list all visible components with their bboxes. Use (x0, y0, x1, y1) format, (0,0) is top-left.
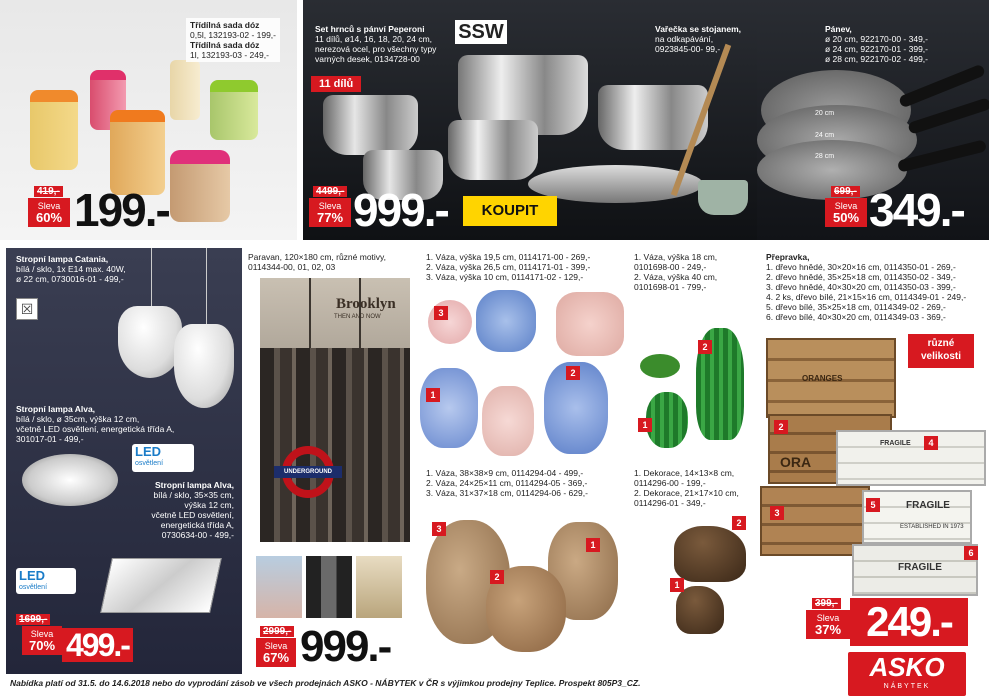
jars-old-price: 419,- (34, 186, 63, 197)
decor-line: 1. Dekorace, 14×13×8 cm, (634, 468, 735, 478)
screen-description (248, 252, 386, 272)
lamp3-desc-line: 0730634-00 - 499,- (161, 530, 234, 540)
pots-description (315, 24, 436, 64)
led-badge (132, 444, 194, 472)
jar-image (110, 110, 165, 195)
item-number: 5 (866, 498, 880, 512)
pan-sleva: Sleva (834, 201, 858, 211)
jar-image (170, 150, 230, 222)
jars-panel (0, 0, 297, 240)
elephant-image (674, 526, 746, 582)
screen-art-sub: THEN AND NOW (334, 314, 381, 320)
lamp1-title: Stropní lampa Catania, (16, 254, 109, 264)
decor-line: 0114296-01 - 349,- (634, 498, 706, 508)
lamps-old-price: 1699,- (16, 614, 50, 625)
item-number: 4 (924, 436, 938, 450)
sizes-badge-line: velikosti (920, 351, 962, 362)
crates-line: 4. 2 ks, dřevo bílé, 21×15×16 cm, 0114349-01 - 249,- (766, 292, 967, 302)
green-vase-image (646, 392, 688, 448)
item-number: 2 (698, 340, 712, 354)
crate-stamp: FRAGILE (898, 562, 942, 573)
screen-old-price: 2999,- (260, 626, 294, 637)
lamp3-description (132, 480, 234, 540)
pan-panel (757, 0, 989, 240)
pots-title: Set hrnců s pánví Peperoni (315, 24, 425, 34)
screen-desc-line: 0114344-00, 01, 02, 03 (248, 262, 336, 272)
pan-desc-line: ø 24 cm, 922170-01 - 399,- (825, 44, 929, 54)
asko-logo (848, 652, 966, 696)
pan-title: Pánev, (825, 24, 852, 34)
vases3-description (426, 468, 588, 498)
screen-variant-2 (306, 556, 352, 618)
logo-name: ASKO (869, 652, 945, 682)
vases2-line: 0101698-00 - 249,- (634, 262, 707, 272)
lamp2-description (16, 404, 174, 444)
vases1-line: 1. Váza, výška 19,5 cm, 0114171-00 - 269,- (426, 252, 591, 262)
lamp1-desc-line: ø 22 cm, 0730016-01 - 499,- (16, 274, 124, 284)
elephant-image (676, 586, 724, 634)
lamp3-desc-line: včetně LED osvětlení, (151, 510, 234, 520)
vases3-line: 3. Váza, 31×37×18 cm, 0114294-06 - 629,- (426, 488, 588, 498)
jars-discount-badge (28, 198, 70, 227)
screen-art-title: Brooklyn (336, 296, 396, 312)
screen-image (260, 278, 410, 542)
pots-panel (303, 0, 757, 240)
buy-button[interactable]: KOUPIT (463, 196, 557, 226)
vases1-description (426, 252, 590, 282)
crate-stamp: ORANGES (802, 374, 843, 383)
pots-sleva: Sleva (318, 201, 342, 211)
crates-discount-badge (806, 610, 850, 639)
crate-image (836, 430, 986, 486)
jar-image (30, 90, 78, 170)
jars-sleva: Sleva (37, 201, 61, 211)
item-number: 1 (638, 418, 652, 432)
vases1-line: 3. Váza, výška 10 cm, 0114171-02 - 129,- (426, 272, 584, 282)
led-sub: osvětlení (135, 460, 164, 467)
pots-desc-line: 11 dílů, ø14, 16, 18, 20, 24 cm, (315, 34, 433, 44)
vase-image (420, 368, 478, 448)
led-badge (16, 568, 76, 594)
crate-stamp: ORA (780, 454, 812, 470)
spoon-desc-line: 0923845-00- 99,- (655, 44, 721, 54)
pots-price: 999.- (353, 184, 448, 236)
lamp2-desc-line: 301017-01 - 499,- (16, 434, 84, 444)
vases2-line: 2. Váza, výška 40 cm, (634, 272, 718, 282)
jar-image (170, 60, 200, 120)
screen-variant-3 (356, 556, 402, 618)
jars-title2: Třídílná sada dóz (190, 40, 260, 50)
pan-handle (907, 97, 989, 135)
crate-stamp: FRAGILE (906, 500, 950, 511)
crate-stamp: FRAGILE (880, 440, 911, 447)
pan-size-label: 20 cm (815, 110, 835, 117)
lamps-sleva: Sleva (30, 629, 54, 639)
crates-line: 5. dřevo bílé, 35×25×18 cm, 0114349-02 - 269,- (766, 302, 946, 312)
vases3-line: 1. Váza, 38×38×9 cm, 0114294-04 - 499,- (426, 468, 584, 478)
item-number: 2 (490, 570, 504, 584)
pots-desc-line: nerezová ocel, pro všechny typy (315, 44, 437, 54)
lamp2-desc-line: bílá / sklo, ø 35cm, výška 12 cm, (16, 414, 140, 424)
screen-sleva: Sleva (264, 641, 288, 651)
pendant-lamp-image (174, 324, 234, 408)
item-number: 1 (586, 538, 600, 552)
item-number: 3 (434, 306, 448, 320)
vases3-line: 2. Váza, 24×25×11 cm, 0114294-05 - 369,- (426, 478, 588, 488)
lamp3-desc-line: energetická třída A, (160, 520, 234, 530)
spoon-title: Vařečka se stojanem, (655, 24, 742, 34)
crate-stamp: ESTABLISHED IN 1973 (900, 524, 964, 530)
underground-sign-bar: UNDERGROUND (274, 466, 342, 478)
round-lamp-image (22, 454, 118, 506)
screen-percent: 67% (262, 650, 290, 665)
lamp2-desc-line: včetně LED osvětlení, energetická třída A, (16, 424, 175, 434)
jar-image (210, 80, 258, 140)
pots-old-price: 4499,- (313, 186, 347, 197)
item-number: 1 (426, 388, 440, 402)
spoon-description (655, 24, 741, 54)
pieces-badge: 11 dílů (311, 76, 361, 92)
vases2-line: 1. Váza, výška 18 cm, (634, 252, 718, 262)
lamps-price: 499.- (66, 627, 129, 663)
jars-line2: 1l, 132193-03 - 249,- (190, 50, 269, 60)
lamps-panel (6, 248, 242, 674)
pan-size-label: 28 cm (815, 153, 835, 160)
crates-price: 249.- (866, 598, 952, 645)
pan-desc-line: ø 20 cm, 922170-00 - 349,- (825, 34, 929, 44)
vase-image (556, 292, 624, 356)
pan-size-label: 24 cm (815, 132, 835, 139)
screen-buildings (260, 348, 410, 542)
crates-line: 3. dřevo hnědé, 40×30×20 cm, 0114350-03 - 399,- (766, 282, 956, 292)
crates-percent: 37% (814, 622, 842, 637)
lamp3-desc-line: výška 12 cm, (184, 500, 234, 510)
lamps-discount-badge (22, 626, 62, 655)
lamp1-description (16, 254, 126, 284)
lamp1-desc-line: bílá / sklo, 1x E14 max. 40W, (16, 264, 126, 274)
item-number: 3 (432, 522, 446, 536)
vases2-description (634, 252, 717, 292)
led-label: LED (135, 444, 161, 459)
crates-sleva: Sleva (816, 613, 840, 623)
jars-line1: 0,5l, 132193-02 - 199,- (190, 30, 277, 40)
footer-text: Nabídka platí od 31.5. do 14.6.2018 nebo do vyprodání zásob ve všech prodejnách ASKO - NÁBYTEK v ČR s výjimkou prodejny Teplice. Prospekt 805P3_CZ. (10, 678, 641, 688)
crates-line: 2. dřevo hnědé, 35×25×18 cm, 0114350-02 - 349,- (766, 272, 956, 282)
pan-desc-line: ø 28 cm, 922170-02 - 499,- (825, 54, 929, 64)
lamp3-desc-line: bílá / sklo, 35×35 cm, (153, 490, 234, 500)
spoon-desc-line: na odkapávání, (655, 34, 714, 44)
pan-discount-badge (825, 198, 867, 227)
crates-description (766, 252, 966, 322)
jars-description (186, 18, 280, 62)
ssw-logo: SSW (455, 20, 507, 44)
lamps-percent: 70% (28, 638, 56, 653)
decor-line: 2. Dekorace, 21×17×10 cm, (634, 488, 739, 498)
crates-title: Přepravka, (766, 252, 810, 262)
crates-price-box (850, 598, 968, 646)
sizes-badge (908, 334, 974, 368)
vase-image (482, 386, 534, 456)
pan-price: 349.- (869, 184, 964, 236)
item-number: 3 (770, 506, 784, 520)
vases1-line: 2. Váza, výška 26,5 cm, 0114171-01 - 399,- (426, 262, 591, 272)
vase-image (476, 290, 536, 352)
pots-desc-line: varných desek, 0134728-00 (315, 54, 420, 64)
lamps-price-box (62, 628, 133, 662)
jars-price: 199.- (74, 184, 169, 236)
screen-variant-1 (256, 556, 302, 618)
crates-line: 1. dřevo hnědé, 30×20×16 cm, 0114350-01 - 269,- (766, 262, 956, 272)
pan-old-price: 699,- (831, 186, 860, 197)
screen-price: 999.- (300, 622, 391, 671)
square-lamp-image (100, 558, 222, 613)
pots-discount-badge (309, 198, 351, 227)
decor-description (634, 468, 739, 508)
pots-percent: 77% (316, 210, 344, 225)
led-label: LED (19, 568, 45, 583)
led-sub: osvětlení (19, 584, 48, 591)
item-number: 6 (964, 546, 978, 560)
pot-image (323, 95, 418, 155)
lamp3-title: Stropní lampa Alva, (154, 480, 234, 490)
spoon-stand-image (698, 180, 748, 215)
vases2-line: 0101698-01 - 799,- (634, 282, 707, 292)
logo-sub: NÁBYTEK (883, 683, 931, 690)
pendant-lamp-image (118, 306, 182, 378)
screen-discount-badge (256, 638, 296, 667)
plant-image (640, 354, 680, 378)
jars-percent: 60% (35, 210, 63, 225)
pan-description (825, 24, 928, 64)
screen-desc-line: Paravan, 120×180 cm, různé motivy, (248, 252, 387, 262)
item-number: 2 (732, 516, 746, 530)
item-number: 1 (670, 578, 684, 592)
energy-icon: ☒ (16, 298, 38, 320)
pendant-wire (206, 248, 207, 328)
sizes-badge-line: různé (927, 338, 955, 349)
pan-percent: 50% (832, 210, 860, 225)
crates-old-price: 399,- (812, 598, 841, 609)
jars-title: Třídílná sada dóz (190, 20, 260, 30)
crates-line: 6. dřevo bílé, 40×30×20 cm, 0114349-03 - 369,- (766, 312, 946, 322)
decor-line: 0114296-00 - 199,- (634, 478, 706, 488)
item-number: 2 (774, 420, 788, 434)
pot-image (448, 120, 538, 180)
lamp2-title: Stropní lampa Alva, (16, 404, 96, 414)
item-number: 2 (566, 366, 580, 380)
